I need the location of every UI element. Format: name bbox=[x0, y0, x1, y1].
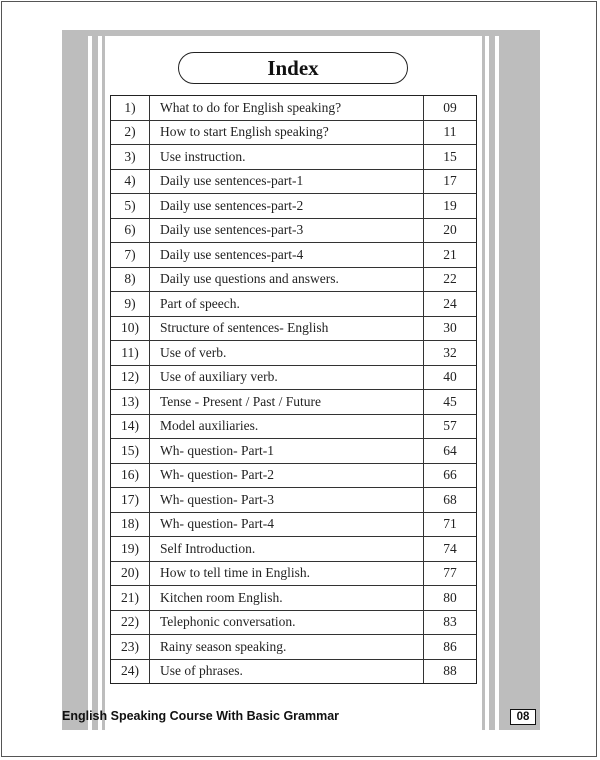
index-title-cell: Wh- question- Part-3 bbox=[150, 488, 424, 513]
index-page-cell: 66 bbox=[424, 463, 477, 488]
index-title-cell: Use of phrases. bbox=[150, 659, 424, 684]
right-stripe-thin bbox=[482, 36, 485, 730]
index-heading-pill bbox=[178, 52, 408, 84]
index-page-cell: 32 bbox=[424, 341, 477, 366]
index-num-cell: 21) bbox=[111, 586, 150, 611]
index-page-cell: 19 bbox=[424, 194, 477, 219]
index-num-cell: 14) bbox=[111, 414, 150, 439]
index-page-cell: 77 bbox=[424, 561, 477, 586]
index-title-cell: Telephonic conversation. bbox=[150, 610, 424, 635]
index-title-cell: What to do for English speaking? bbox=[150, 96, 424, 121]
index-num-cell: 12) bbox=[111, 365, 150, 390]
index-num-cell: 1) bbox=[111, 96, 150, 121]
index-page-cell: 09 bbox=[424, 96, 477, 121]
index-row bbox=[111, 96, 477, 121]
index-title-cell: Self Introduction. bbox=[150, 537, 424, 562]
index-title-cell: Rainy season speaking. bbox=[150, 635, 424, 660]
index-row bbox=[111, 610, 477, 635]
index-num-cell: 22) bbox=[111, 610, 150, 635]
left-stripe-thin bbox=[102, 36, 105, 730]
index-title-cell: Wh- question- Part-1 bbox=[150, 439, 424, 464]
index-num-cell: 15) bbox=[111, 439, 150, 464]
top-band bbox=[62, 30, 540, 36]
index-num-cell: 6) bbox=[111, 218, 150, 243]
index-page-cell: 45 bbox=[424, 390, 477, 415]
index-row bbox=[111, 439, 477, 464]
index-page-cell: 68 bbox=[424, 488, 477, 513]
index-page-cell: 57 bbox=[424, 414, 477, 439]
index-page-cell: 88 bbox=[424, 659, 477, 684]
right-stripe-mid bbox=[489, 36, 495, 730]
index-page-cell: 24 bbox=[424, 292, 477, 317]
index-page-cell: 80 bbox=[424, 586, 477, 611]
index-title-cell: Daily use questions and answers. bbox=[150, 267, 424, 292]
index-table bbox=[110, 95, 477, 684]
index-title-cell: Part of speech. bbox=[150, 292, 424, 317]
index-row bbox=[111, 414, 477, 439]
index-row bbox=[111, 145, 477, 170]
left-stripe-mid bbox=[92, 36, 98, 730]
index-num-cell: 20) bbox=[111, 561, 150, 586]
index-num-cell: 5) bbox=[111, 194, 150, 219]
index-row bbox=[111, 512, 477, 537]
index-num-cell: 23) bbox=[111, 635, 150, 660]
index-page-cell: 15 bbox=[424, 145, 477, 170]
index-title-cell: Tense - Present / Past / Future bbox=[150, 390, 424, 415]
index-page-cell: 11 bbox=[424, 120, 477, 145]
index-row bbox=[111, 635, 477, 660]
page-number-box: 08 bbox=[510, 709, 536, 725]
index-page-cell: 30 bbox=[424, 316, 477, 341]
index-num-cell: 17) bbox=[111, 488, 150, 513]
book-title: English Speaking Course With Basic Grammar bbox=[62, 709, 340, 723]
index-row bbox=[111, 488, 477, 513]
index-title-cell: How to tell time in English. bbox=[150, 561, 424, 586]
index-page-cell: 40 bbox=[424, 365, 477, 390]
index-row bbox=[111, 341, 477, 366]
index-title-cell: Daily use sentences-part-1 bbox=[150, 169, 424, 194]
index-num-cell: 16) bbox=[111, 463, 150, 488]
index-title-cell: Structure of sentences- English bbox=[150, 316, 424, 341]
index-num-cell: 8) bbox=[111, 267, 150, 292]
index-title-cell: Daily use sentences-part-4 bbox=[150, 243, 424, 268]
index-page-cell: 83 bbox=[424, 610, 477, 635]
index-num-cell: 3) bbox=[111, 145, 150, 170]
index-title-cell: Kitchen room English. bbox=[150, 586, 424, 611]
index-page-cell: 74 bbox=[424, 537, 477, 562]
index-page-cell: 20 bbox=[424, 218, 477, 243]
index-row bbox=[111, 316, 477, 341]
right-stripe-wide bbox=[499, 36, 540, 730]
index-title-cell: How to start English speaking? bbox=[150, 120, 424, 145]
index-title-cell: Daily use sentences-part-3 bbox=[150, 218, 424, 243]
index-row bbox=[111, 194, 477, 219]
index-page-cell: 71 bbox=[424, 512, 477, 537]
index-num-cell: 18) bbox=[111, 512, 150, 537]
index-title-cell: Use instruction. bbox=[150, 145, 424, 170]
index-row bbox=[111, 586, 477, 611]
index-num-cell: 13) bbox=[111, 390, 150, 415]
index-page-cell: 17 bbox=[424, 169, 477, 194]
index-row bbox=[111, 292, 477, 317]
index-title-cell: Use of verb. bbox=[150, 341, 424, 366]
left-stripe-wide bbox=[62, 36, 88, 730]
index-row bbox=[111, 390, 477, 415]
index-row bbox=[111, 218, 477, 243]
index-num-cell: 11) bbox=[111, 341, 150, 366]
index-num-cell: 19) bbox=[111, 537, 150, 562]
index-page-cell: 64 bbox=[424, 439, 477, 464]
index-num-cell: 24) bbox=[111, 659, 150, 684]
page-title: Index bbox=[267, 55, 319, 80]
index-num-cell: 2) bbox=[111, 120, 150, 145]
index-num-cell: 9) bbox=[111, 292, 150, 317]
index-row bbox=[111, 243, 477, 268]
index-row bbox=[111, 365, 477, 390]
index-title-cell: Wh- question- Part-4 bbox=[150, 512, 424, 537]
index-row bbox=[111, 267, 477, 292]
index-row bbox=[111, 463, 477, 488]
index-title-cell: Model auxiliaries. bbox=[150, 414, 424, 439]
index-num-cell: 4) bbox=[111, 169, 150, 194]
index-num-cell: 10) bbox=[111, 316, 150, 341]
index-row bbox=[111, 659, 477, 684]
index-num-cell: 7) bbox=[111, 243, 150, 268]
index-title-cell: Use of auxiliary verb. bbox=[150, 365, 424, 390]
index-row bbox=[111, 561, 477, 586]
index-row bbox=[111, 537, 477, 562]
index-row bbox=[111, 120, 477, 145]
index-title-cell: Daily use sentences-part-2 bbox=[150, 194, 424, 219]
index-page-cell: 21 bbox=[424, 243, 477, 268]
index-page-cell: 86 bbox=[424, 635, 477, 660]
index-title-cell: Wh- question- Part-2 bbox=[150, 463, 424, 488]
index-page-cell: 22 bbox=[424, 267, 477, 292]
index-row bbox=[111, 169, 477, 194]
